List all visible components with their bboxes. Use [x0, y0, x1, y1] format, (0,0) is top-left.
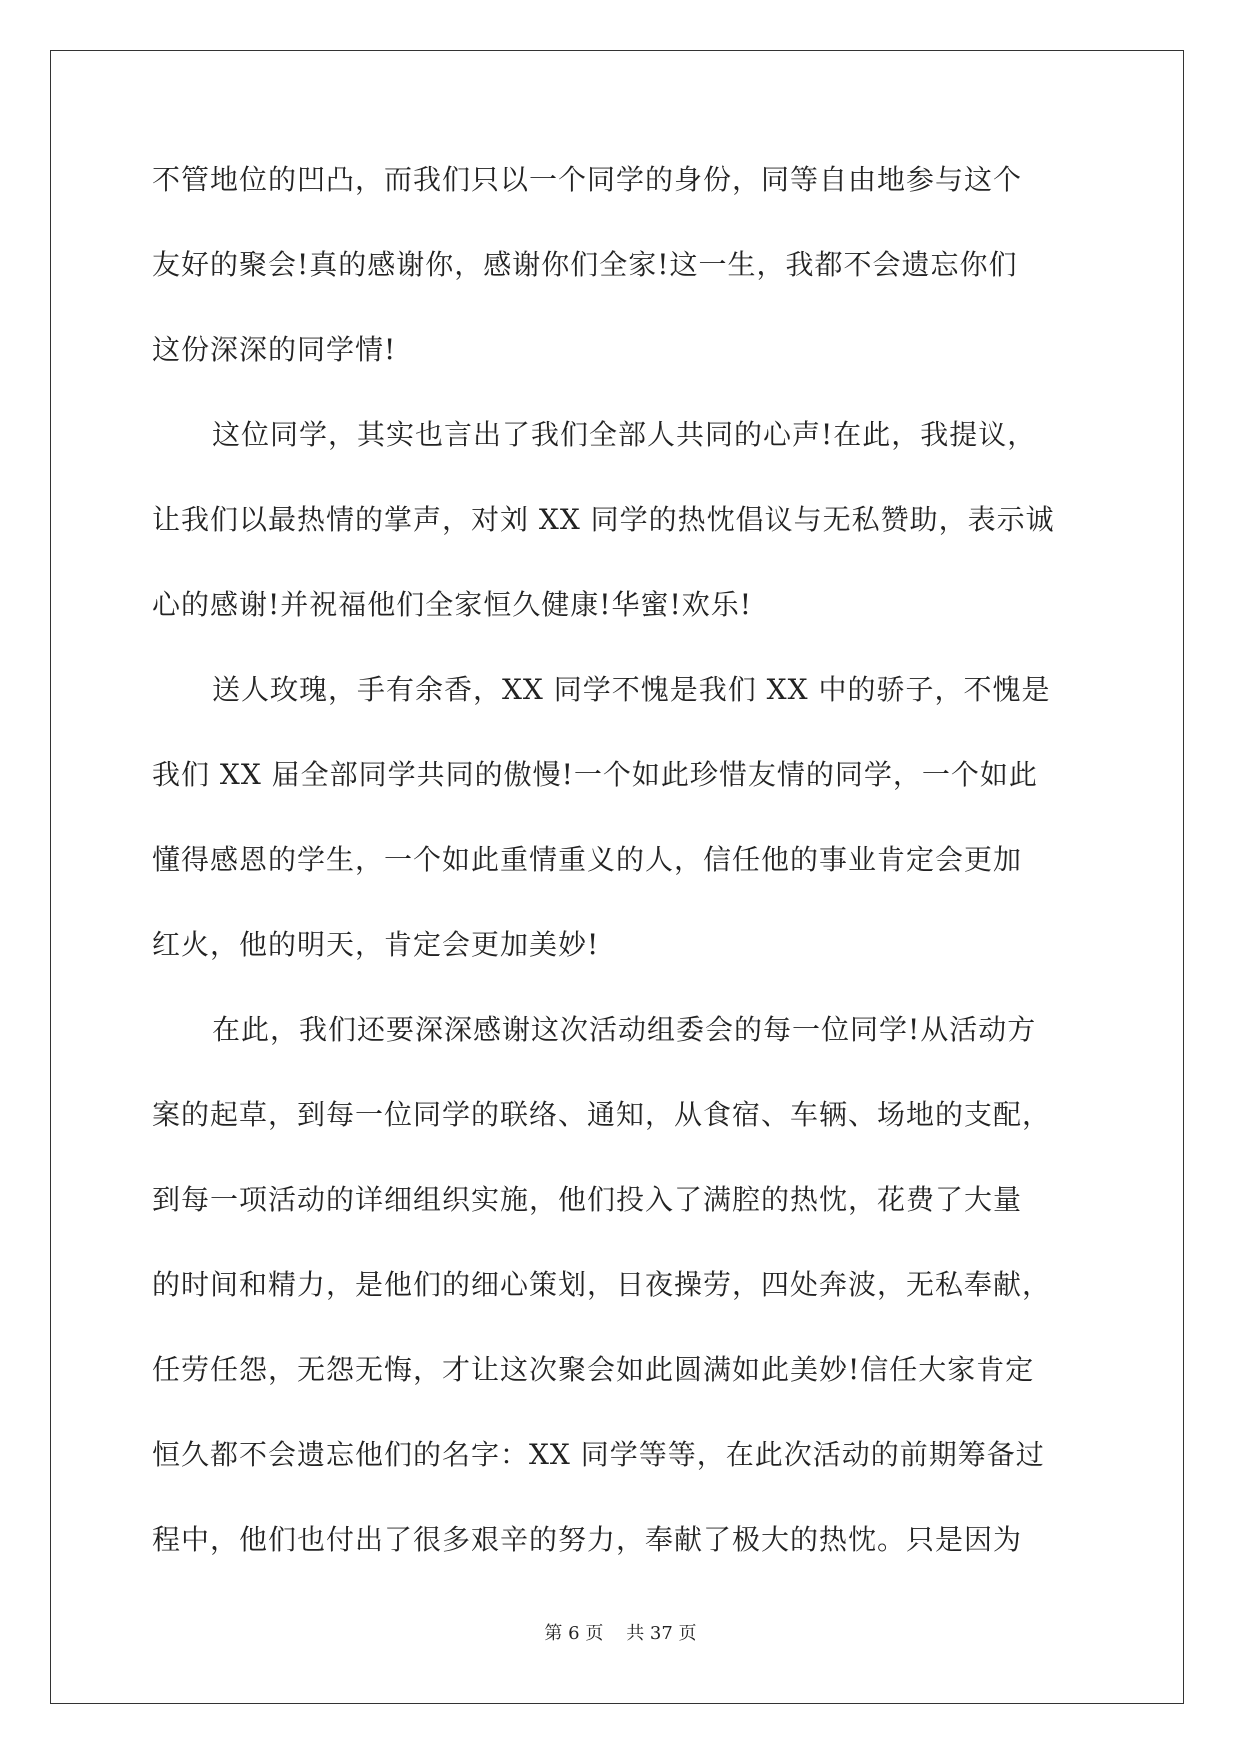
- page-number-footer: 第 6 页 共 37 页: [544, 1623, 697, 1644]
- text-line: 这份深深的同学情!: [152, 333, 397, 366]
- text-line: 不管地位的凹凸，而我们只以一个同学的身份，同等自由地参与这个: [152, 163, 1023, 196]
- text-line: 友好的聚会!真的感谢你，感谢你们全家!这一生，我都不会遗忘你们: [152, 248, 1018, 281]
- text-line: 送人玫瑰，手有余香，XX 同学不愧是我们 XX 中的骄子，不愧是: [212, 673, 1051, 706]
- text-line: 程中，他们也付出了很多艰辛的努力，奉献了极大的热忱。只是因为: [152, 1523, 1023, 1556]
- text-line: 的时间和精力，是他们的细心策划，日夜操劳，四处奔波，无私奉献，: [152, 1268, 1052, 1301]
- text-line: 懂得感恩的学生，一个如此重情重义的人，信任他的事业肯定会更加: [152, 843, 1023, 876]
- text-line: 到每一项活动的详细组织实施，他们投入了满腔的热忱，花费了大量: [152, 1183, 1023, 1216]
- text-line: 恒久都不会遗忘他们的名字：XX 同学等等，在此次活动的前期筹备过: [152, 1438, 1045, 1471]
- text-line: 这位同学，其实也言出了我们全部人共同的心声!在此，我提议，: [212, 418, 1037, 451]
- text-line: 红火，他的明天，肯定会更加美妙!: [152, 928, 600, 961]
- document-body: [152, 162, 1092, 1607]
- text-line: 案的起草，到每一位同学的联络、通知，从食宿、车辆、场地的支配，: [152, 1098, 1052, 1131]
- text-line: 心的感谢!并祝福他们全家恒久健康!华蜜!欢乐!: [152, 588, 753, 621]
- text-line: 我们 XX 届全部同学共同的傲慢!一个如此珍惜友情的同学，一个如此: [152, 758, 1038, 791]
- text-line: 任劳任怨，无怨无悔，才让这次聚会如此圆满如此美妙!信任大家肯定: [152, 1353, 1035, 1386]
- text-line: 在此，我们还要深深感谢这次活动组委会的每一位同学!从活动方: [212, 1013, 1037, 1046]
- text-line: 让我们以最热情的掌声，对刘 XX 同学的热忱倡议与无私赞助，表示诚: [152, 503, 1055, 536]
